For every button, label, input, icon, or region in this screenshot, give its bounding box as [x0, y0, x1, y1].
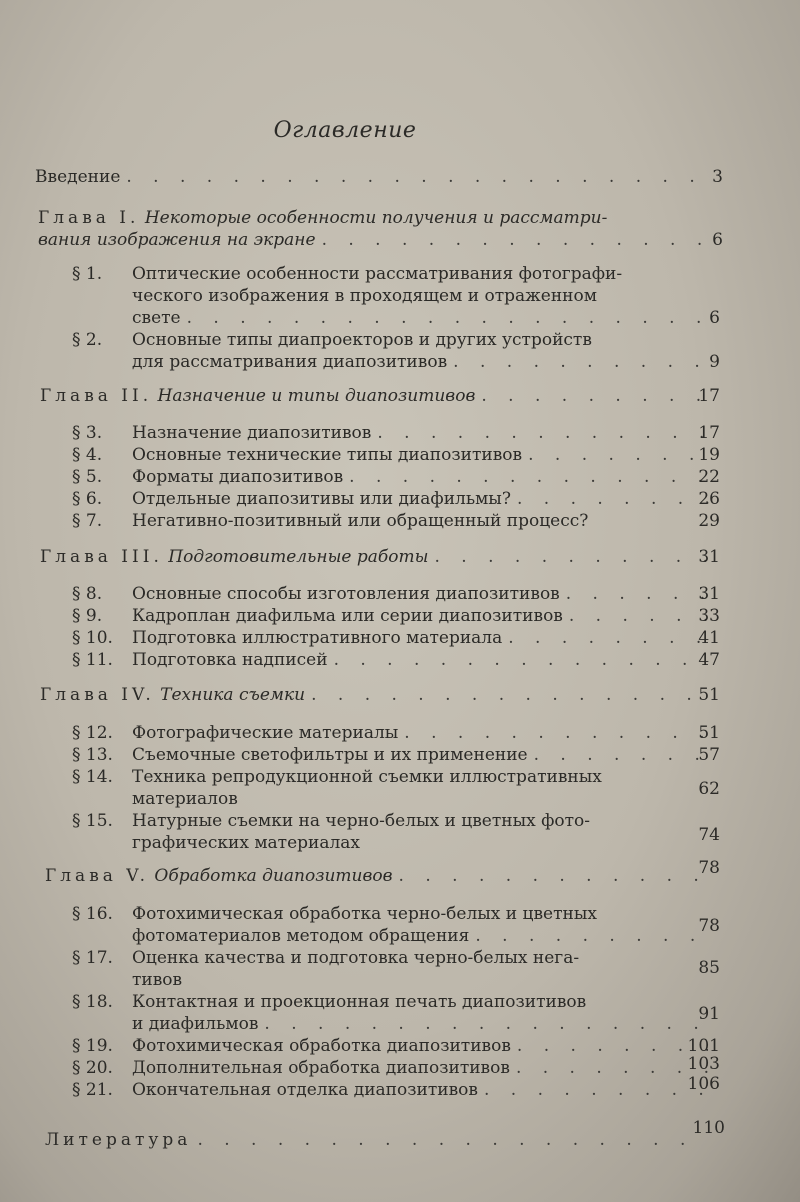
chapter-title-line: вания изображения на экране [38, 230, 316, 250]
dot-leader [569, 605, 711, 627]
dot-leader [322, 229, 708, 251]
section-number: § 6. [72, 489, 103, 509]
page-number: 31 [698, 547, 720, 567]
section-title-line: Кадроплан диафильма или серии диапозитивов [132, 606, 563, 626]
toc-section-12 [72, 722, 720, 744]
page-number: 51 [698, 685, 720, 705]
section-title-line: Контактная и проекционная печать диапозитивов [132, 992, 587, 1012]
dot-leader [404, 722, 707, 744]
page-number: 19 [698, 445, 720, 465]
section-title-line: ческого изображения в проходящем и отраженном [132, 286, 597, 306]
section-number: § 1. [72, 264, 103, 284]
chapter-title-line: Назначение и типы диапозитивов [157, 386, 476, 406]
section-number: § 4. [72, 445, 103, 465]
section-number: § 15. [72, 811, 113, 831]
entry-title: Введение [35, 167, 121, 187]
toc-chapter-4 [40, 684, 720, 706]
section-number: § 10. [72, 628, 113, 648]
page-number: 17 [698, 423, 720, 443]
page-number: 26 [698, 489, 720, 509]
section-title-line: Фотохимическая обработка черно-белых и цветных [132, 904, 597, 924]
dot-leader [453, 351, 708, 373]
section-title-line: Окончательная отделка диапозитивов [132, 1080, 478, 1100]
page-number: 78 [698, 858, 720, 878]
section-number: § 18. [72, 992, 113, 1012]
section-number: § 16. [72, 904, 113, 924]
section-title-line: Отдельные диапозитивы или диафильмы? [132, 489, 511, 509]
dot-leader [508, 627, 709, 649]
page-number: 101 [687, 1036, 720, 1056]
dot-leader [187, 307, 702, 329]
page-number: 85 [698, 958, 720, 978]
section-title-line: Натурные съемки на черно-белых и цветных фото- [132, 811, 591, 831]
section-title-line: свете [132, 308, 181, 328]
dot-leader [349, 466, 705, 488]
page-number: 91 [698, 1004, 720, 1024]
section-title-line: Подготовка иллюстративного материала [132, 628, 503, 648]
section-title-line: Фотографические материалы [132, 723, 399, 743]
page-number: 33 [698, 606, 720, 626]
page-number: 110 [692, 1118, 725, 1138]
dot-leader [264, 1013, 703, 1035]
toc-chapter-2 [40, 385, 720, 407]
section-title-line: Техника репродукционной съемки иллюстративных [132, 767, 602, 787]
section-title-line: Съемочные светофильтры и их применение [132, 745, 528, 765]
chapter-label: Глава II. [40, 386, 153, 406]
dot-leader [534, 744, 710, 766]
dot-leader [435, 546, 708, 568]
section-number: § 20. [72, 1058, 113, 1078]
section-title-line: и диафильмов [132, 1014, 259, 1034]
toc-section-18 [72, 991, 720, 1035]
dot-leader [197, 1129, 702, 1151]
page-number: 31 [698, 584, 720, 604]
section-number: § 3. [72, 423, 103, 443]
dot-leader [516, 1057, 708, 1079]
section-title-line: Оптические особенности рассматривания фотографи- [132, 264, 623, 284]
chapter-label: Глава III. [40, 547, 163, 567]
toc-section-9 [72, 605, 720, 627]
page-number: 57 [698, 745, 720, 765]
toc-section-21 [72, 1074, 720, 1101]
dot-leader [484, 1079, 707, 1101]
toc-section-1 [72, 263, 720, 329]
chapter-label: Глава V. [45, 866, 150, 886]
chapter-title-line: Обработка диапозитивов [154, 866, 393, 886]
dot-leader [311, 684, 705, 706]
section-number: § 9. [72, 606, 103, 626]
section-title-line: Дополнительная обработка диапозитивов [132, 1058, 510, 1078]
page-number: 47 [698, 650, 720, 670]
chapter-label: Глава IV. [40, 685, 155, 705]
chapter-label: Глава I. [38, 208, 140, 228]
toc-section-16 [72, 903, 720, 947]
toc-entry-intro [35, 166, 723, 188]
toc-section-7 [72, 510, 720, 532]
dot-leader [475, 925, 708, 947]
section-number: § 17. [72, 948, 113, 968]
dot-leader [566, 583, 711, 605]
page-number: 103 [687, 1054, 720, 1074]
toc-section-4 [72, 444, 720, 466]
chapter-title-line: Подготовительные работы [168, 547, 429, 567]
dot-leader [517, 488, 710, 510]
section-number: § 13. [72, 745, 113, 765]
section-title-line: Подготовка надписей [132, 650, 328, 670]
page-number: 29 [698, 511, 720, 531]
section-title-line: Форматы диапозитивов [132, 467, 344, 487]
dot-leader [126, 166, 703, 188]
toc-section-10 [72, 627, 720, 649]
section-number: § 7. [72, 511, 103, 531]
page-number: 9 [709, 352, 720, 372]
section-number: § 5. [72, 467, 103, 487]
page-number: 22 [698, 467, 720, 487]
section-title-line: Назначение диапозитивов [132, 423, 372, 443]
section-title-line: Основные способы изготовления диапозитивов [132, 584, 560, 604]
section-number: § 19. [72, 1036, 113, 1056]
section-title-line: фотоматериалов методом обращения [132, 926, 470, 946]
toc-entry-literature [45, 1118, 725, 1151]
page-number: 106 [687, 1074, 720, 1094]
toc-section-2 [72, 329, 720, 373]
toc-section-3 [72, 422, 720, 444]
section-number: § 11. [72, 650, 113, 670]
dot-leader [399, 865, 707, 887]
page-number: 6 [712, 230, 723, 250]
section-title-line: Негативно-позитивный или обращенный процесс? [132, 511, 589, 531]
section-title-line: графических материалах [132, 833, 361, 853]
section-title-line: Оценка качества и подготовка черно-белых нега- [132, 948, 580, 968]
dot-leader [377, 422, 706, 444]
toc-section-20 [72, 1054, 720, 1079]
page-number: 51 [698, 723, 720, 743]
section-number: § 2. [72, 330, 103, 350]
section-title-line: Основные технические типы диапозитивов [132, 445, 523, 465]
toc-section-13 [72, 744, 720, 766]
page-number: 74 [698, 825, 720, 845]
chapter-title-line: Техника съемки [160, 685, 306, 705]
page-number: 62 [698, 779, 720, 799]
toc-heading: Оглавление [273, 118, 417, 143]
toc-section-5 [72, 466, 720, 488]
page-number: 17 [698, 386, 720, 406]
toc-chapter-3 [40, 546, 720, 568]
toc-section-8 [72, 583, 720, 605]
toc-chapter-1 [38, 207, 723, 251]
toc-section-17 [72, 947, 720, 991]
section-number: § 12. [72, 723, 113, 743]
page-number: 78 [698, 916, 720, 936]
section-number: § 8. [72, 584, 103, 604]
dot-leader [334, 649, 706, 671]
page-number: 3 [712, 167, 723, 187]
toc-chapter-5 [45, 858, 720, 887]
toc-section-11 [72, 649, 720, 671]
page-number: 6 [709, 308, 720, 328]
section-title-line: для рассматривания диапозитивов [132, 352, 448, 372]
entry-title: Литература [45, 1130, 192, 1150]
dot-leader [517, 1035, 708, 1057]
section-number: § 21. [72, 1080, 113, 1100]
page-number: 41 [698, 628, 720, 648]
section-title-line: материалов [132, 789, 238, 809]
section-title-line: тивов [132, 970, 183, 990]
dot-leader [481, 385, 708, 407]
toc-section-19 [72, 1035, 720, 1057]
section-title-line: Основные типы диапроекторов и других устройств [132, 330, 592, 350]
dot-leader [528, 444, 710, 466]
toc-section-15 [72, 810, 720, 854]
section-number: § 14. [72, 767, 113, 787]
chapter-title-line: Некоторые особенности получения и рассматри- [144, 208, 608, 228]
section-title-line: Фотохимическая обработка диапозитивов [132, 1036, 511, 1056]
toc-section-6 [72, 488, 720, 510]
toc-section-14 [72, 766, 720, 810]
